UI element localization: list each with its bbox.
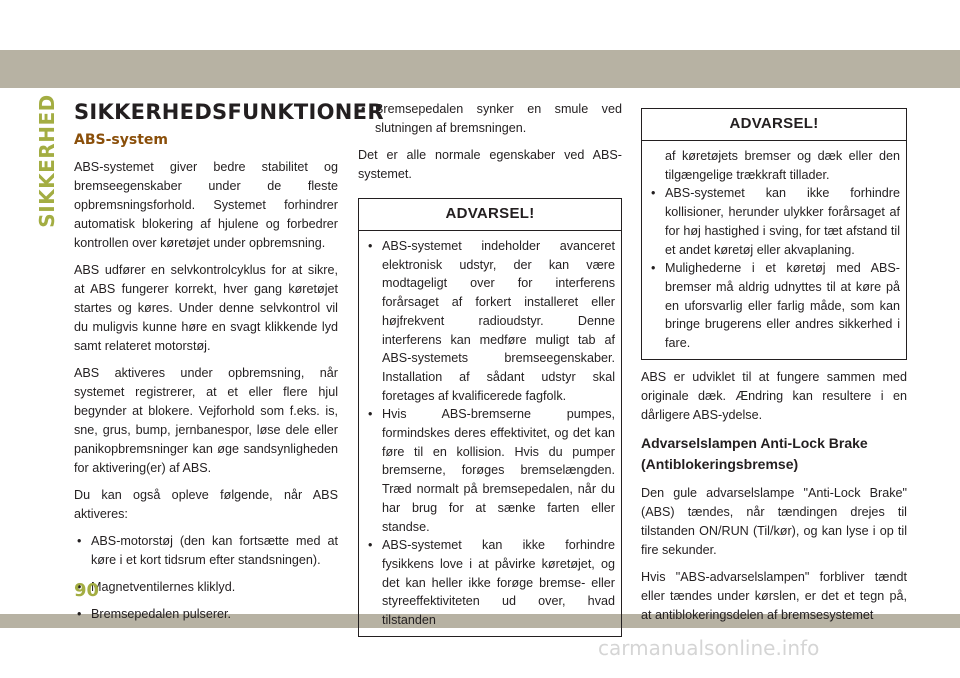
section-tab-label: SIKKERHED [35,94,59,228]
warning-item: • Mulighederne i et køretøj med ABS-bremser må aldrig udnyttes til at køre på en uforsvarlig eller farlig måde, som kan bringe brugerens eller andres sikkerhed i fare. [650,259,900,353]
page-title: SIKKERHEDSFUNKTIONER [74,100,384,124]
warning-continuation: af køretøjets bremser og dæk eller den tilgængelige trækkraft tillader. [665,149,900,182]
warning-body [359,230,621,636]
warning-item: • Hvis ABS-bremserne pumpes, formindskes deres effektivitet, og det kan føre til en kollision. Hvis du pumper bremserne, forøges bremselængden. Træd normalt på bremsepedalen, når du har brug for at sænke farten eller standse. [367,405,615,536]
paragraph: ABS er udviklet til at fungere sammen med originale dæk. Ændring kan resultere i en dårligere ABS-ydelse. [641,369,907,422]
warning-title: ADVARSEL! [445,205,535,222]
column-middle [358,100,622,637]
warning-body [642,140,906,359]
warning-item: • ABS-systemet kan ikke forhindre kollisioner, herunder ulykker forårsaget af for høj hastighed i sving, for tæt afstand til et andet køretøj eller akvaplaning. [650,184,900,259]
page-number: 90 [74,580,100,601]
bullet-list [358,100,622,138]
list-item: • Bremsepedalen pulserer. [74,605,338,624]
warning-list [367,237,615,630]
section-heading: Advarselslampen Anti-Lock Brake (Antiblokeringsbremse) [641,434,868,472]
header-band [0,50,960,88]
section-tab [34,94,60,228]
paragraph: Det er alle normale egenskaber ved ABS-systemet. [358,148,622,181]
section-subtitle: ABS-system [74,132,168,148]
warning-title: ADVARSEL! [729,115,819,132]
paragraph: ABS udfører en selvkontrolcyklus for at sikre, at ABS fungerer korrekt, hver gang køretøjet startes og køres. Under denne selvkontrol vil du muligvis kunne høre en svagt klikkende lyd samt relateret motorstøj. [74,263,338,353]
warning-list [650,184,900,352]
paragraph: ABS aktiveres under opbremsning, når systemet registrerer, at et eller flere hjul begynder at blokere. Vejforhold som f.eks. is, sne, grus, bump, jernbanespor, løse dele eller panikopbremsninger kan øge sandsynligheden for aktivering(er) af ABS. [74,366,338,475]
paragraph: ABS-systemet giver bedre stabilitet og bremseegenskaber under de fleste opbremsningsforhold. Systemet forhindrer automatisk blokering af hjulene og forbedrer kontrollen over køretøjet under opbremsning. [74,160,338,250]
warning-item: • ABS-systemet indeholder avanceret elektronisk udstyr, der kan være modtageligt over for interferens forårsaget af forkert installeret eller højfrekvent radioudstyr. Denne interferens kan medføre muligt tab af ABS-systemets bremseegenskaber. Installation af sådant udstyr skal foretages af kvalificerede fagfolk. [367,237,615,405]
list-item: • ABS-motorstøj (den kan fortsætte med at køre i et kort tidsrum efter standsningen). [74,532,338,570]
column-left [74,100,384,632]
paragraph: Hvis "ABS-advarselslampen" forbliver tændt eller tændes under kørslen, er det et tegn på, at antiblokeringsdelen af bremsesystemet [641,569,907,622]
watermark: carmanualsonline.info [598,636,820,660]
paragraph: Du kan også opleve følgende, når ABS aktiveres: [74,488,338,521]
bullet-list [74,532,338,624]
warning-item: • ABS-systemet kan ikke forhindre fysikkens love i at påvirke køretøjet, og det kan heller ikke forøge bremse- eller styreeffektiviteten ud over, hvad tilstanden [367,536,615,630]
list-item: • Bremsepedalen synker en smule ved slutningen af bremsningen. [358,100,622,138]
column-right [641,108,907,633]
list-item: • Magnetventilernes kliklyd. [74,578,338,597]
warning-box [641,108,907,360]
paragraph: Den gule advarselslampe "Anti-Lock Brake" (ABS) tændes, når tændingen drejes til tilstanden ON/RUN (Til/kør), og kan lyse i op til fire sekunder. [641,485,907,557]
warning-box [358,198,622,637]
